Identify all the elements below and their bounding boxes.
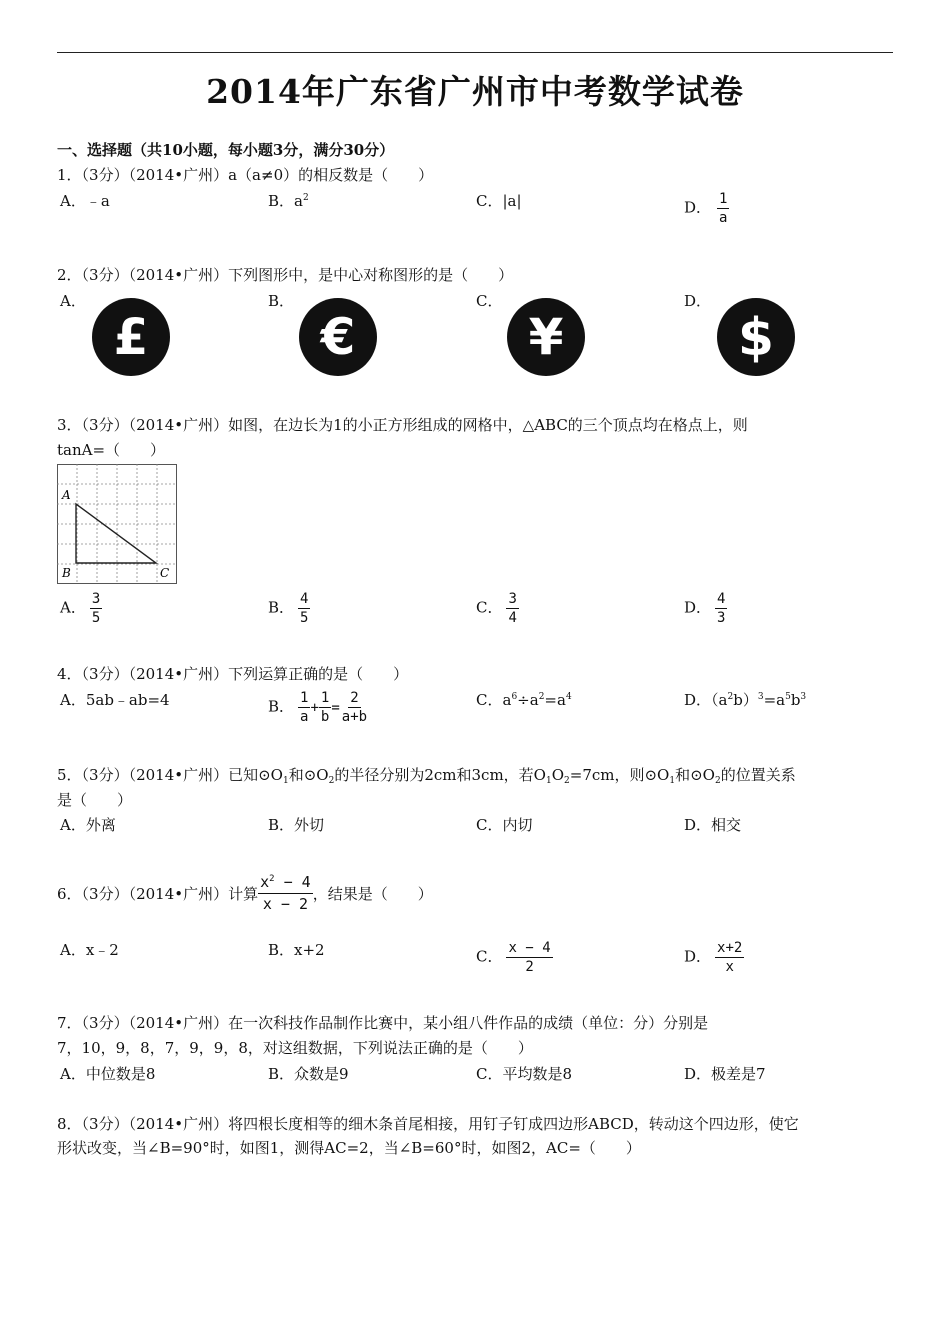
- vertex-a-label: A: [62, 488, 71, 502]
- question-7-text-line2: 7，10，9，8，7，9，9，8，对这组数据，下列说法正确的是（ ）: [57, 1039, 533, 1057]
- question-3-text: 3．（3分）（2014•广州）如图，在边长为1的小正方形组成的网格中，△ABC的三个顶点均在格点上，则: [57, 416, 748, 434]
- svg-text:£: £: [113, 308, 149, 366]
- q7-option-b[interactable]: B．众数是9: [268, 1065, 349, 1083]
- q4-option-c[interactable]: C．$a^6\div a^2=a^4$: [476, 691, 572, 709]
- q4-option-a[interactable]: A．5ab﹣ab=4: [60, 691, 170, 709]
- q5-option-d[interactable]: D．相交: [684, 816, 742, 834]
- q1-option-c[interactable]: C．|a|: [476, 192, 522, 210]
- q6-option-a[interactable]: A．x﹣2: [60, 941, 119, 959]
- vertex-c-label: C: [160, 566, 170, 580]
- q1-option-b[interactable]: B．$a^2$: [268, 192, 309, 210]
- q1-option-d[interactable]: D． $\frac{1}{a}$: [684, 191, 728, 226]
- question-2-text: 2．（3分）（2014•广州）下列图形中，是中心对称图形的是（ ）: [57, 266, 514, 284]
- q3-option-b[interactable]: B． $\frac{4}{5}$: [268, 591, 309, 626]
- question-1-text: 1．（3分）（2014•广州）a（a≠0）的相反数是（ ）: [57, 166, 434, 184]
- question-7-text: 7．（3分）（2014•广州）在一次科技作品制作比赛中，某小组八件作品的成绩（单位：分）分别是: [57, 1014, 709, 1032]
- vertex-b-label: B: [62, 566, 71, 580]
- yen-coin-icon[interactable]: [506, 297, 586, 377]
- q2-option-c-label[interactable]: C．: [476, 292, 503, 310]
- q3-option-a[interactable]: A． $\frac{3}{5}$: [60, 591, 101, 626]
- q7-option-a[interactable]: A．中位数是8: [60, 1065, 156, 1083]
- q6-option-d[interactable]: D． $\frac{x+2}{x}$: [684, 940, 743, 975]
- q4-option-b[interactable]: B． $\frac{1}{a}$ + $\frac{1}{b}$ = $\frac{2}{a+b}$: [268, 690, 368, 725]
- dollar-coin-icon[interactable]: [716, 297, 796, 377]
- question-5-text-line2: 是（ ）: [57, 791, 133, 809]
- section-heading: 一、选择题（共10小题，每小题3分，满分30分）: [57, 141, 395, 159]
- svg-text:¥: ¥: [528, 308, 564, 366]
- q2-option-d-label[interactable]: D．: [684, 292, 712, 310]
- euro-coin-icon[interactable]: [298, 297, 378, 377]
- question-4-text: 4．（3分）（2014•广州）下列运算正确的是（ ）: [57, 665, 409, 683]
- q6-option-b[interactable]: B．x+2: [268, 941, 325, 959]
- q5-option-a[interactable]: A．外离: [60, 816, 116, 834]
- q3-option-d[interactable]: D． $\frac{4}{3}$: [684, 591, 726, 626]
- q2-option-b-label[interactable]: B．: [268, 292, 295, 310]
- svg-text:$: $: [737, 308, 775, 368]
- question-3-text-line2: tanA=（ ）: [57, 441, 166, 459]
- q3-option-c[interactable]: C． $\frac{3}{4}$: [476, 591, 517, 626]
- top-rule: [57, 52, 893, 53]
- q1-option-a[interactable]: A．﹣a: [60, 192, 110, 210]
- q5-option-c[interactable]: C．内切: [476, 816, 533, 834]
- question-8-text: 8．（3分）（2014•广州）将四根长度相等的细木条首尾相接，用钉子钉成四边形ABCD，转动这个四边形，使它: [57, 1115, 799, 1133]
- q4-option-d[interactable]: D．$(a^2b)^3=a^5b^3$: [684, 691, 807, 709]
- q2-option-a-label[interactable]: A．: [60, 292, 86, 310]
- pound-coin-icon[interactable]: [91, 297, 171, 377]
- question-8-text-line2: 形状改变，当∠B=90°时，如图1，测得AC=2，当∠B=60°时，如图2，AC=（ ）: [57, 1139, 641, 1157]
- page-title: 2014年广东省广州市中考数学试卷: [206, 72, 744, 111]
- svg-text:€: €: [320, 308, 356, 366]
- q7-option-c[interactable]: C．平均数是8: [476, 1065, 573, 1083]
- question-5-text: 5．（3分）（2014•广州）已知$⊙O_1$和$⊙O_2$的半径分别为2cm和3cm，若$O_1O_2=7cm$，则$⊙O_1$和$⊙O_2$的位置关系: [57, 766, 796, 786]
- q6-option-c[interactable]: C． $\frac{x - 4}{2}$: [476, 940, 551, 975]
- q5-option-b[interactable]: B．外切: [268, 816, 325, 834]
- q7-option-d[interactable]: D．极差是7: [684, 1065, 766, 1083]
- question-6-text: 6．（3分）（2014•广州）计算 $\frac{x^2 - 4}{x - 2}$ ，结果是（ ）: [57, 873, 433, 913]
- grid-triangle-figure: [57, 464, 177, 584]
